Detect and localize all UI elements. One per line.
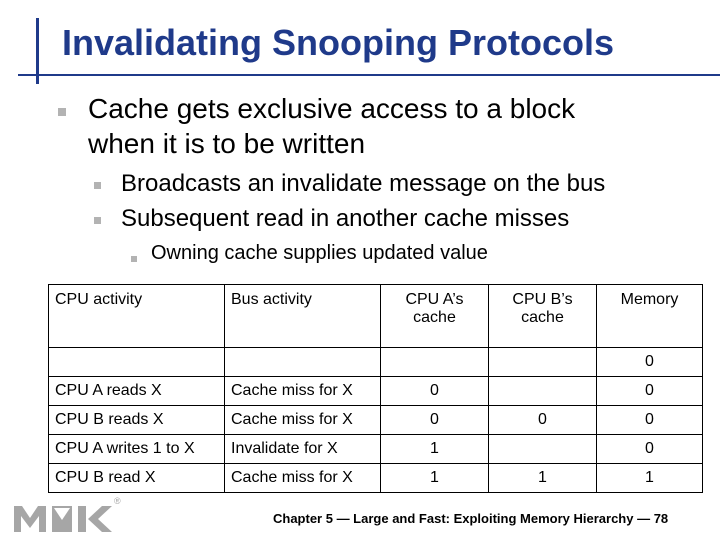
bullet-square-icon: [94, 182, 101, 189]
cell-memory: 0: [597, 406, 703, 435]
table-row: [49, 377, 703, 406]
cell-memory: 0: [597, 435, 703, 464]
cell-bus-activity: [225, 348, 381, 377]
bullet-1-line-2: when it is to be written: [88, 128, 366, 159]
cell-cpu-activity: CPU B reads X: [49, 406, 225, 435]
bullet-2: Broadcasts an invalidate message on the bus: [121, 170, 606, 197]
header-cpu-a-cache: CPU A’s cache: [381, 285, 489, 348]
cell-cpu-a-cache: 0: [381, 377, 489, 406]
cell-cpu-b-cache: [489, 348, 597, 377]
cell-bus-activity: Invalidate for X: [225, 435, 381, 464]
table-row: [49, 406, 703, 435]
cell-cpu-b-cache: [489, 435, 597, 464]
cell-cpu-a-cache: 1: [381, 464, 489, 493]
cell-cpu-activity: [49, 348, 225, 377]
slide-title: Invalidating Snooping Protocols: [62, 22, 615, 63]
registered-mark: ®: [114, 496, 121, 506]
bullet-square-icon: [58, 108, 66, 116]
table-header-row: [49, 285, 703, 348]
header-cpu-activity: CPU activity: [49, 285, 225, 348]
cell-cpu-a-cache: 1: [381, 435, 489, 464]
bullet-1-line-1: Cache gets exclusive access to a block: [88, 93, 576, 124]
cell-cpu-activity: CPU A writes 1 to X: [49, 435, 225, 464]
header-bus-activity: Bus activity: [225, 285, 381, 348]
cache-coherence-table: [48, 284, 703, 493]
table-row: [49, 348, 703, 377]
slide-footer: Chapter 5 — Large and Fast: Exploiting Memory Hierarchy — 78: [273, 511, 669, 526]
bullet-square-icon: [131, 256, 137, 262]
title-accent-vertical-line-lower: [36, 62, 39, 84]
bullet-square-icon: [94, 217, 101, 224]
cell-cpu-a-cache: [381, 348, 489, 377]
table-row: [49, 464, 703, 493]
cell-bus-activity: Cache miss for X: [225, 406, 381, 435]
mk-publisher-logo: [14, 496, 124, 541]
title-accent-horizontal-line: [18, 74, 720, 76]
bullet-3: Subsequent read in another cache misses: [121, 205, 570, 232]
header-cpu-b-cache: CPU B’s cache: [489, 285, 597, 348]
bullet-4: Owning cache supplies updated value: [151, 242, 488, 264]
table-row: [49, 435, 703, 464]
header-memory: Memory: [597, 285, 703, 348]
cell-cpu-activity: CPU B read X: [49, 464, 225, 493]
cell-cpu-activity: CPU A reads X: [49, 377, 225, 406]
cell-cpu-b-cache: 0: [489, 406, 597, 435]
cell-cpu-a-cache: 0: [381, 406, 489, 435]
cell-bus-activity: Cache miss for X: [225, 464, 381, 493]
cell-cpu-b-cache: 1: [489, 464, 597, 493]
cell-cpu-b-cache: [489, 377, 597, 406]
title-accent-vertical-line: [36, 18, 39, 62]
cell-memory: 0: [597, 377, 703, 406]
cell-memory: 1: [597, 464, 703, 493]
cell-memory: 0: [597, 348, 703, 377]
cell-bus-activity: Cache miss for X: [225, 377, 381, 406]
